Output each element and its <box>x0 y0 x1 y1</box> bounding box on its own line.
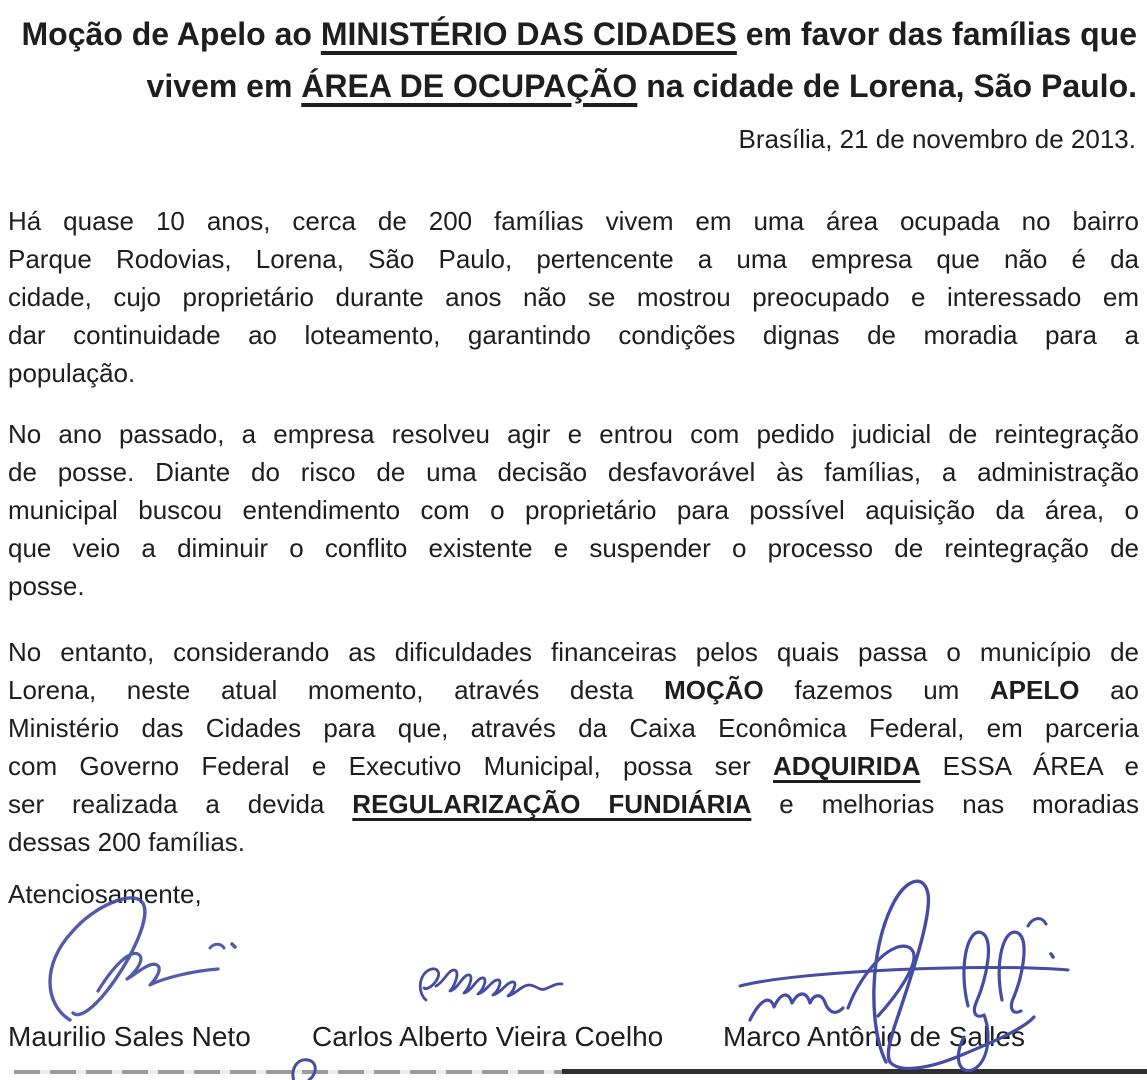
text-line: população. <box>8 358 136 388</box>
letter-title <box>8 8 1139 112</box>
text-line: municipal buscou entendimento com o proprietário para possível aquisição da área, o <box>8 495 1139 525</box>
paragraph-2 <box>8 415 1139 605</box>
text-line: dessas 200 famílias. <box>8 827 246 857</box>
text-line: posse. <box>8 571 85 601</box>
paragraph-1 <box>8 202 1139 392</box>
paragraph-3 <box>8 633 1139 861</box>
signer-name-marco: Marco Antônio de Salles <box>723 1021 1025 1052</box>
text-line: de posse. Diante do risco de uma decisão desfavorável às famílias, a administração <box>8 457 1139 487</box>
signature-maurilio-icon <box>42 888 257 1028</box>
signature-carlos-icon <box>412 960 572 1012</box>
text-line: No entanto, considerando as dificuldades financeiras pelos quais passa o município de <box>8 637 1139 667</box>
text-line: com Governo Federal e Executivo Municipal, possa ser ADQUIRIDA ESSA ÁREA e <box>8 751 1139 781</box>
signature-marco-icon <box>736 866 1078 1078</box>
signer-name-maurilio: Maurilio Sales Neto <box>8 1021 251 1052</box>
text-line: No ano passado, a empresa resolveu agir e entrou com pedido judicial de reintegração <box>8 419 1139 449</box>
text-line: que veio a diminuir o conflito existente e suspender o processo de reintegração de <box>8 533 1139 563</box>
text-line: Ministério das Cidades para que, através da Caixa Econômica Federal, em parceria <box>8 713 1139 743</box>
closing-salutation: Atenciosamente, <box>8 879 202 909</box>
text-line: ser realizada a devida REGULARIZAÇÃO FUNDIÁRIA e melhorias nas moradias <box>8 789 1139 819</box>
text-line: vivem em ÁREA DE OCUPAÇÃO na cidade de Lorena, São Paulo. <box>146 68 1137 104</box>
signer-name-carlos: Carlos Alberto Vieira Coelho <box>312 1021 664 1052</box>
dateline: Brasília, 21 de novembro de 2013. <box>738 124 1136 154</box>
text-line: Há quase 10 anos, cerca de 200 famílias vivem em uma área ocupada no bairro <box>8 206 1139 236</box>
text-line: cidade, cujo proprietário durante anos não se mostrou preocupado e interessado em <box>8 282 1139 312</box>
text-line: Lorena, neste atual momento, através desta MOÇÃO fazemos um APELO ao <box>8 675 1139 705</box>
ink-mark-icon <box>288 1056 322 1080</box>
text-line: Parque Rodovias, Lorena, São Paulo, pertencente a uma empresa que não é da <box>8 244 1139 274</box>
text-line: dar continuidade ao loteamento, garantindo condições dignas de moradia para a <box>8 320 1139 350</box>
text-line: Moção de Apelo ao MINISTÉRIO DAS CIDADES em favor das famílias que <box>21 16 1137 52</box>
